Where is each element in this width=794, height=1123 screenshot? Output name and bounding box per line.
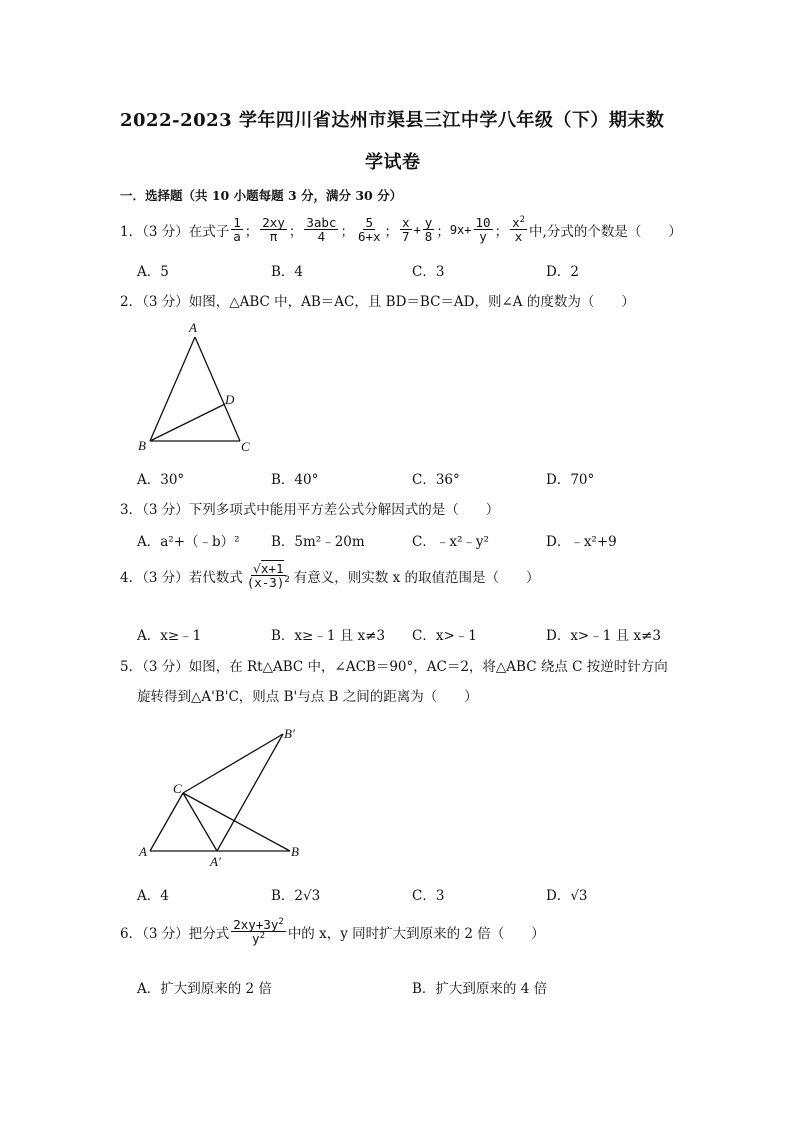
q4-option-b[interactable]: B．x≥﹣1 且 x≠3 bbox=[271, 628, 386, 644]
q5-rotation-figure bbox=[135, 722, 315, 867]
question-1 bbox=[120, 216, 682, 243]
q4-denominator: $(x-3)^2$ bbox=[246, 575, 290, 591]
q2-segment-bd bbox=[150, 404, 225, 441]
page-title-line2: 学试卷 bbox=[365, 152, 421, 173]
q4-option-d[interactable]: D．x>﹣1 且 x≠3 bbox=[546, 628, 661, 644]
q2-side-ab bbox=[150, 337, 195, 441]
q1-sep: ； bbox=[288, 223, 303, 240]
q4-suffix: 有意义，则实数 x 的取值范围是（ ） bbox=[293, 569, 540, 586]
q5-segment-cb bbox=[183, 793, 290, 851]
q2-side-ac bbox=[195, 337, 240, 441]
q1-prefix: 1．（3 分）在式子 bbox=[120, 223, 230, 240]
q6-prefix: 6．（3 分）把分式 bbox=[120, 925, 230, 942]
question-4 bbox=[120, 562, 540, 589]
q1-sep: ； bbox=[244, 223, 259, 240]
q2-option-a[interactable]: A．30° bbox=[137, 472, 185, 488]
q1-fraction-1: $\frac{1}{a}$ bbox=[233, 215, 241, 245]
q3-option-c[interactable]: C．﹣x²﹣y² bbox=[412, 534, 489, 550]
q4-option-a[interactable]: A．x≥﹣1 bbox=[137, 628, 202, 644]
q5-segment-ac bbox=[150, 793, 183, 851]
q1-fraction-4: $\frac{5}{6+x}$ bbox=[357, 215, 381, 245]
q1-sep: ； bbox=[340, 223, 354, 240]
q6-option-b[interactable]: B．扩大到原来的 4 倍 bbox=[412, 981, 548, 997]
q1-sep: ； bbox=[436, 223, 450, 240]
q1-sep: ； bbox=[384, 223, 399, 240]
q3-option-a[interactable]: A．a²+（﹣b）² bbox=[137, 534, 240, 550]
q1-term-9x: 9x+ bbox=[449, 222, 472, 237]
q2-label-a: A bbox=[189, 320, 197, 335]
q1-suffix: 中,分式的个数是（ ） bbox=[529, 223, 682, 240]
q6-numerator: $2xy+3y^2$ bbox=[233, 917, 284, 933]
q1-plus: + bbox=[413, 222, 421, 237]
q1-option-c[interactable]: C．3 bbox=[412, 264, 445, 280]
q4-numerator: √x+1 bbox=[252, 561, 284, 576]
page-title-line1: 2022-2023 学年四川省达州市渠县三江中学八年级（下）期末数 bbox=[120, 110, 665, 131]
q1-fraction-2: $\frac{2xy}{\pi}$ bbox=[262, 215, 285, 245]
q5-label-b-prime: B′ bbox=[284, 726, 295, 741]
question-6 bbox=[120, 918, 545, 946]
q4-prefix: 4．（3 分）若代数式 bbox=[120, 569, 243, 586]
q2-option-c[interactable]: C．36° bbox=[412, 472, 460, 488]
q2-option-b[interactable]: B．40° bbox=[271, 472, 319, 488]
q1-fraction-6: $\frac{y}{8}$ bbox=[424, 215, 433, 245]
question-5-line1: 5．（3 分）如图，在 Rt△ABC 中，∠ACB＝90°，AC＝2，将△ABC 绕点 C 按逆时针方向 bbox=[120, 659, 668, 675]
q5-segment-cb-prime bbox=[183, 734, 283, 793]
q1-fraction-5: $\frac{x}{7}$ bbox=[402, 215, 410, 245]
q1-option-b[interactable]: B．4 bbox=[271, 264, 304, 280]
q4-fraction bbox=[245, 562, 292, 589]
q2-label-b: B bbox=[138, 438, 146, 453]
q3-option-d[interactable]: D．﹣x²+9 bbox=[546, 534, 617, 550]
question-5-line2: 旋转得到△A'B'C，则点 B'与点 B 之间的距离为（ ） bbox=[137, 689, 478, 705]
q3-option-b[interactable]: B．5m²﹣20m bbox=[271, 534, 365, 550]
q6-fraction bbox=[231, 918, 286, 946]
q5-label-a: A bbox=[139, 844, 147, 859]
q5-option-a[interactable]: A．4 bbox=[137, 888, 169, 904]
q2-option-d[interactable]: D．70° bbox=[546, 472, 595, 488]
question-2: 2．（3 分）如图，△ABC 中，AB＝AC，且 BD＝BC＝AD，则∠A 的度数为（ ） bbox=[120, 294, 635, 310]
q1-fraction-7: $\frac{10}{y}$ bbox=[475, 215, 491, 245]
q1-option-a[interactable]: A．5 bbox=[137, 264, 169, 280]
q4-option-c[interactable]: C．x>﹣1 bbox=[412, 628, 477, 644]
q2-label-d: D bbox=[225, 392, 235, 407]
q6-denominator: $y^2$ bbox=[252, 931, 265, 947]
q6-option-a[interactable]: A．扩大到原来的 2 倍 bbox=[137, 981, 272, 997]
q2-triangle-figure bbox=[130, 318, 260, 458]
q5-option-b[interactable]: B．2√3 bbox=[271, 888, 321, 904]
q5-label-b: B bbox=[291, 844, 299, 859]
q5-label-a-prime: A′ bbox=[210, 854, 221, 867]
q2-label-c: C bbox=[241, 439, 250, 454]
q6-suffix: 中的 x，y 同时扩大到原来的 2 倍（ ） bbox=[287, 925, 545, 942]
q1-fraction-3: $\frac{\text{3abc}}{4}$ bbox=[306, 215, 337, 245]
q5-segment-a-prime-b-prime bbox=[217, 734, 283, 851]
q5-option-c[interactable]: C．3 bbox=[412, 888, 445, 904]
q5-label-c: C bbox=[173, 781, 182, 796]
q1-sep: ； bbox=[494, 223, 509, 240]
q1-option-d[interactable]: D．2 bbox=[546, 264, 579, 280]
question-3: 3．（3 分）下列多项式中能用平方差公式分解因式的是（ ） bbox=[120, 502, 500, 518]
q1-fraction-8: $\frac{x^2}{x}$ bbox=[512, 215, 526, 245]
q5-option-d[interactable]: D．√3 bbox=[546, 888, 588, 904]
section-heading-choice: 一．选择题（共 10 小题每题 3 分，满分 30 分） bbox=[120, 188, 403, 203]
